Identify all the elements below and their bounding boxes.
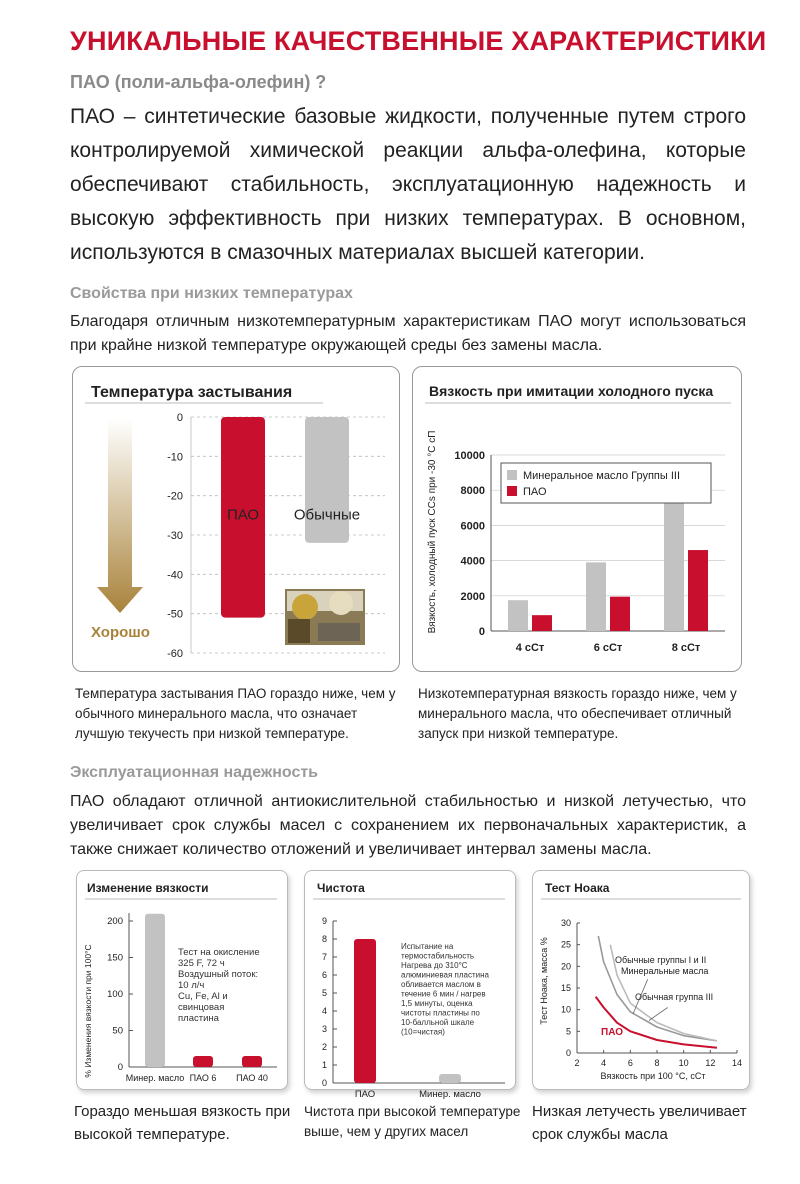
annotation-line: Воздушный поток: [178,969,259,980]
y-tick-label: 3 [321,1024,327,1034]
y-tick-label: -30 [167,530,183,542]
series-line [598,936,717,1041]
page-title: УНИКАЛЬНЫЕ КАЧЕСТВЕННЫЕ ХАРАКТЕРИСТИКИ [70,26,767,56]
annotation-line: Cu, Fe, Al и [178,991,228,1002]
bar [354,939,376,1083]
bar [242,1056,262,1067]
legend-swatch-pao [507,486,517,496]
noack-caption: Низкая летучесть увеличивает срок службы масла [532,1103,747,1143]
viscosity-change-panel [76,870,288,1090]
annotation-line: пластина [178,1013,219,1024]
y-tick-label: -10 [167,451,183,464]
annotation-line: (10=чистая) [401,1027,445,1037]
ccs-caption: Низкотемпературная вязкость гораздо ниже, чем у минерального масла, что обеспечивает отличный запуск при низкой температуре. [418,686,737,741]
y-tick-label: -40 [167,569,183,582]
low-temp-heading: Свойства при низких температурах [70,285,353,302]
label-pao: ПАО [601,1027,624,1038]
bar-label: Обычные [293,506,361,524]
chart-title: Чистота [317,881,365,895]
bar [664,481,684,631]
annotation-line: течение 6 мин / нагрев [401,989,486,999]
y-tick-label: 5 [565,1026,571,1037]
annotation-line: 1,5 минуты, оценка [401,999,473,1008]
y-tick-label: 20 [560,961,571,972]
y-tick-label: 1 [321,1060,327,1070]
y-tick-label: 6000 [460,520,485,533]
bar-label: ПАО [226,506,260,524]
y-tick-label: 50 [112,1025,123,1037]
label-conventional-2: Минеральные масла [621,966,709,976]
y-tick-label: 4000 [460,555,485,568]
x-tick-label: 4 [601,1058,607,1068]
annotation-line: Тест на окисление [178,947,260,958]
bar [688,550,708,631]
reliability-paragraph: ПАО обладают отличной антиокислительной стабильностью и низкой летучестью, что увеличивает срок службы масел с сохранением их первоначальных характеристик, а также снижает количество отложений и увеличивает интервал замены масла. [70,793,746,858]
y-tick-label: 0 [478,626,485,638]
x-tick-label: ПАО [354,1089,376,1100]
label-conventional-1: Обычные группы I и II [615,955,707,965]
cleanliness-caption: Чистота при высокой температуре выше, чем у других масел [304,1104,521,1139]
x-tick-label: 6 [627,1058,633,1068]
y-tick-label: 10000 [454,450,485,462]
annotation-line: обливается маслом в [401,980,481,989]
annotation-line: 325 F, 72 ч [178,958,225,969]
chart-title: Температура застывания [91,384,293,401]
chart-title: Тест Ноака [545,881,610,895]
y-tick-label: 6 [321,970,327,980]
y-tick-label: 0 [117,1062,123,1073]
noack-chart [533,871,749,1089]
y-tick-label: 8000 [460,485,485,498]
y-tick-label: 10 [560,1004,571,1015]
annotation-line: чистоты пластины по [401,1008,480,1018]
x-tick-label: 12 [705,1058,716,1068]
y-tick-label: 2 [321,1042,327,1052]
y-tick-label: -50 [167,608,183,621]
pour-point-caption: Температура застывания ПАО гораздо ниже, чем у обычного минерального масла, что означает лучшую текучесть при низкой температуре. [75,686,396,741]
annotation-line: термостабильность [401,951,475,961]
x-tick-label: ПАО 40 [236,1073,268,1083]
x-tick-label: 14 [731,1058,743,1068]
y-tick-label: 8 [321,934,327,944]
noack-panel [532,870,750,1090]
y-tick-label: 9 [321,916,327,926]
y-axis-label: Тест Ноака, масса % [539,937,549,1025]
annotation-line: 10-балльной шкале [401,1018,475,1027]
bar [508,600,528,631]
ccs-panel [412,366,742,672]
x-tick-label: ПАО 6 [189,1073,217,1083]
pour-point-panel [72,366,400,672]
y-tick-label: 15 [560,983,571,993]
arrow-label: Хорошо [91,624,150,641]
oil-photo [285,589,365,645]
y-tick-label: 5 [321,988,327,998]
y-tick-label: 4 [321,1006,327,1016]
bar [439,1074,461,1083]
x-tick-label: 4 сСт [515,642,545,654]
reliability-heading: Эксплуатационная надежность [70,764,319,781]
label-group3: Обычная группа III [635,992,714,1002]
leader-line [649,1008,668,1021]
pour-point-chart [73,367,398,670]
y-tick-label: 0 [176,412,183,424]
chart-title: Вязкость при имитации холодного пуска [429,383,714,399]
y-tick-label: 7 [321,952,327,962]
x-tick-label: 2 [574,1058,580,1068]
arrow-down-icon [97,419,143,613]
bar [145,914,165,1067]
bar [610,597,630,631]
viscosity-change-caption: Гораздо меньшая вязкость при высокой температуре. [74,1103,291,1143]
x-tick-label: 8 сСт [671,642,701,654]
annotation-line: алюминиевая пластина [401,970,489,980]
y-tick-label: 25 [560,939,571,950]
y-tick-label: -60 [167,648,183,660]
y-tick-label: 30 [560,918,571,928]
y-axis-label: % Изменения вязкости при 100°С [83,944,93,1078]
ccs-chart [413,367,740,670]
y-tick-label: 0 [321,1078,327,1088]
bar [586,562,606,631]
legend-label-pao: ПАО [523,486,547,498]
x-axis-label: Вязкость при 100 °С, сСт [600,1071,706,1081]
y-tick-label: -20 [167,490,183,503]
bar [193,1056,213,1067]
y-tick-label: 200 [107,916,123,927]
intro-paragraph: ПАО – синтетические базовые жидкости, полученные путем строго контролируемой химической реакции альфа-олефина, которые обеспечивают стабильность, эксплуатационную надежность и высокую эффективность при низких температурах. В основном, используются в смазочных материалах высшей категории. [70,105,746,264]
pao-question-heading: ПАО (поли-альфа-олефин) ? [70,72,327,92]
low-temp-paragraph: Благодаря отличным низкотемпературным характеристикам ПАО могут использоваться при крайне низкой температуре окружающей среды без замены масла. [70,313,746,354]
legend-label-mineral: Минеральное масло Группы III [523,470,681,482]
cleanliness-panel [304,870,516,1100]
cleanliness-chart [305,871,515,1100]
x-tick-label: 10 [678,1058,689,1068]
x-tick-label: 6 сСт [593,642,623,654]
y-tick-label: 100 [107,989,123,1000]
y-axis-label: Вязкость, холодный пуск CCs при -30 °С сП [427,430,438,634]
annotation-line: свинцовая [178,1002,225,1013]
bar [532,615,552,631]
x-tick-label: 8 [654,1058,660,1068]
y-tick-label: 150 [107,952,123,964]
x-tick-label: Минер. масло [419,1089,481,1100]
x-tick-label: Минер. масло [125,1073,185,1083]
viscosity-change-chart [77,871,287,1089]
bar [305,417,349,543]
annotation-line: Испытание на [401,942,454,951]
chart-title: Изменение вязкости [87,881,209,895]
annotation-line: 10 л/ч [178,980,205,991]
y-tick-label: 2000 [460,590,485,603]
annotation-line: Нагрева до 310°С [401,961,468,970]
y-tick-label: 0 [565,1048,571,1058]
legend-swatch-mineral [507,470,517,480]
